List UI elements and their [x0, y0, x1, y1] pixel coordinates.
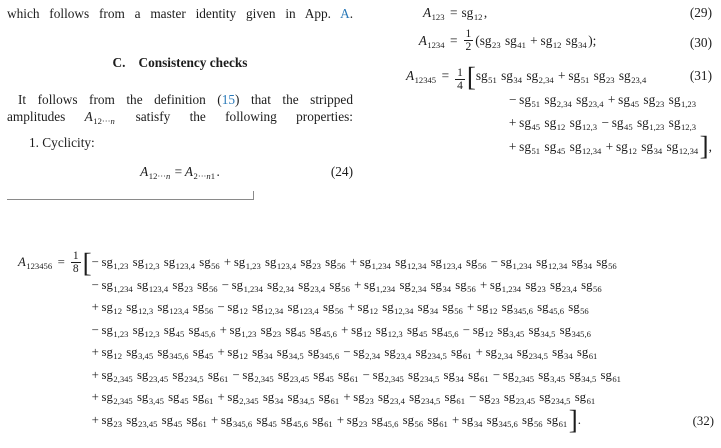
equation-31-lines — [475, 64, 712, 162]
close-bracket: ] — [568, 404, 578, 435]
equation-29-lhs: $A_{123}$ — [422, 5, 445, 22]
equation-24-number: (24) — [330, 164, 353, 179]
open-bracket: [ — [82, 248, 92, 278]
equation-15-link[interactable]: 15 — [221, 92, 236, 107]
equation-30 — [362, 28, 712, 53]
equation-31-line: $sg_{51}$ $sg_{34}$ $sg_{2,34} + sg_{51}$ $sg_{23}$ $sg_{23,4}$ — [475, 68, 647, 85]
paragraph-text-before: It follows from the definition ( — [18, 92, 222, 107]
fraction-denominator: 2 — [465, 41, 472, 54]
equation-32-line: + $sg_{12}$ $sg_{12,3}$ $sg_{123,4}$ $sg_{56} - sg_{12}$ $sg_{12,34}$ $sg_{123,4}$ $sg_{56} + sg_{12}$ $sg_{12,34}$ $sg_{34}$ $sg_{56} + sg_{12}$ $sg_{345,6}$ $sg_{45,6}$ $sg_{56}$ — [91, 300, 589, 316]
paragraph-line-2: amplitudes $A_{12\cdot\cdot\cdot n}$ satisfy the following properties: — [7, 109, 353, 126]
close-bracket: ] — [699, 131, 709, 162]
equation-32-line: − $sg_{1,234}$ $sg_{123,4}$ $sg_{23}$ $sg_{56} - sg_{1,234}$ $sg_{2,34}$ $sg_{23,4}$ $sg_{56} + sg_{1,234}$ $sg_{2,34}$ $sg_{34}$ $sg_{56} + sg_{1,234}$ $sg_{23}$ $sg_{23,4}$ $sg_{56}$ — [91, 277, 602, 294]
fraction-numerator: 1 — [72, 249, 79, 262]
intro-period: . — [349, 6, 354, 21]
section-label: C. — [112, 55, 126, 70]
equation-24-math: $A_{12\cdot\cdot\cdot n} = A_{2\cdot\cdot\cdot n1}$ . — [140, 164, 220, 181]
fraction-one-eighth — [71, 250, 81, 275]
fraction-one-half — [464, 28, 474, 53]
equals-sign: = — [57, 254, 65, 269]
fraction-denominator: 8 — [72, 262, 79, 275]
equation-31 — [362, 62, 712, 162]
equation-32-line: − $sg_{1,23}$ $sg_{12,3}$ $sg_{45}$ $sg_{45,6} + sg_{1,23}$ $sg_{23}$ $sg_{45}$ $sg_{45,6} + sg_{12}$ $sg_{12,3}$ $sg_{45}$ $sg_{45,6} - sg_{12}$ $sg_{3,45}$ $sg_{34,5}$ $sg_{345,6}$ — [91, 322, 591, 339]
equation-32-line: − $sg_{1,23}$ $sg_{12,3}$ $sg_{123,4}$ $sg_{56} + sg_{1,23}$ $sg_{123,4}$ $sg_{23}$ $sg_{56} + sg_{1,234}$ $sg_{12,34}$ $sg_{123,4}$ $sg_{56} - sg_{1,234}$ $sg_{12,34}$ $sg_{34}$ $sg_{56}$ — [91, 255, 617, 271]
equation-32-number: (32) — [692, 414, 714, 428]
intro-paragraph-line — [7, 6, 353, 22]
equation-30-rhs: ($sg_{23}$ $sg_{41} + sg_{12}$ $sg_{34}$ ); — [475, 32, 597, 50]
paragraph-line-1 — [7, 92, 353, 108]
equals-sign: = — [450, 32, 458, 48]
paragraph-text-after: ) that the stripped — [235, 92, 353, 107]
section-title: Consistency checks — [138, 55, 248, 70]
equation-32-lines — [91, 251, 623, 435]
equation-31-line: − $sg_{51}$ $sg_{2,34}$ $sg_{23,4} + sg_{45}$ $sg_{23}$ $sg_{1,23}$ — [508, 91, 697, 109]
equation-32-line: + $sg_{2,345}$ $sg_{23,45}$ $sg_{234,5}$ $sg_{61} - sg_{2,345}$ $sg_{23,45}$ $sg_{45}$ $sg_{61} - sg_{2,345}$ $sg_{234,5}$ $sg_{34}$ $sg_{61} - sg_{2,345}$ $sg_{3,45}$ $sg_{34,5}$ $sg_{61}$ — [91, 367, 621, 384]
equation-32 — [18, 248, 716, 435]
equation-32-lead — [18, 248, 92, 278]
section-heading — [7, 55, 353, 71]
equation-29-number: (29) — [689, 5, 712, 20]
equation-32-line: + $sg_{2,345}$ $sg_{3,45}$ $sg_{45}$ $sg_{61} + sg_{2,345}$ $sg_{34}$ $sg_{34,5}$ $sg_{61} + sg_{23}$ $sg_{23,4}$ $sg_{234,5}$ $sg_{61} - sg_{23}$ $sg_{23,45}$ $sg_{234,5}$ $sg_{61}$ — [91, 390, 596, 406]
appendix-a-link[interactable]: A — [340, 6, 350, 21]
list-item-cyclicity: 1. Cyclicity: — [29, 135, 95, 150]
equation-29-rhs: $sg_{12}$ , — [461, 5, 488, 22]
equation-29 — [362, 5, 712, 21]
equation-30-number: (30) — [689, 35, 712, 50]
equals-sign: = — [450, 5, 458, 20]
equation-31-line: + $sg_{45}$ $sg_{12}$ $sg_{12,3} - sg_{45}$ $sg_{1,23}$ $sg_{12,3}$ — [508, 115, 697, 132]
trailing-period: . — [577, 412, 581, 427]
column-separator-rule — [7, 191, 254, 200]
equation-31-lhs: $A_{12345}$ — [405, 68, 437, 85]
fraction-denominator: 4 — [457, 80, 463, 93]
trailing-comma: , — [708, 138, 712, 154]
equation-32-line: + $sg_{12}$ $sg_{3,45}$ $sg_{345,6}$ $sg_{45} + sg_{12}$ $sg_{34}$ $sg_{34,5}$ $sg_{345,6} - sg_{2,34}$ $sg_{23,4}$ $sg_{234,5}$ $sg_{61} + sg_{2,34}$ $sg_{234,5}$ $sg_{34}$ $sg_{61}$ — [91, 345, 598, 361]
fraction-one-quarter — [455, 67, 465, 92]
equation-31-line: + $sg_{51}$ $sg_{45}$ $sg_{12,34} + sg_{12}$ $sg_{34}$ $sg_{12,34}$], — [508, 131, 712, 162]
equation-24 — [7, 164, 353, 180]
equation-30-lhs: $A_{1234}$ — [418, 32, 445, 50]
equation-31-number: (31) — [689, 68, 712, 83]
equals-sign: = — [441, 68, 450, 83]
open-bracket: [ — [466, 62, 476, 92]
fraction-numerator: 1 — [465, 28, 472, 40]
fraction-numerator: 1 — [457, 67, 463, 79]
intro-text: which follows from a master identity given in App. — [7, 6, 331, 21]
equation-32-line: + $sg_{23}$ $sg_{23,45}$ $sg_{45}$ $sg_{61} + sg_{345,6}$ $sg_{45}$ $sg_{45,6}$ $sg_{61} + sg_{23}$ $sg_{45,6}$ $sg_{56}$ $sg_{61} + sg_{34}$ $sg_{345,6}$ $sg_{56}$ $sg_{61}$]. — [91, 404, 581, 435]
equation-32-lhs: $A_{123456}$ — [18, 254, 53, 271]
